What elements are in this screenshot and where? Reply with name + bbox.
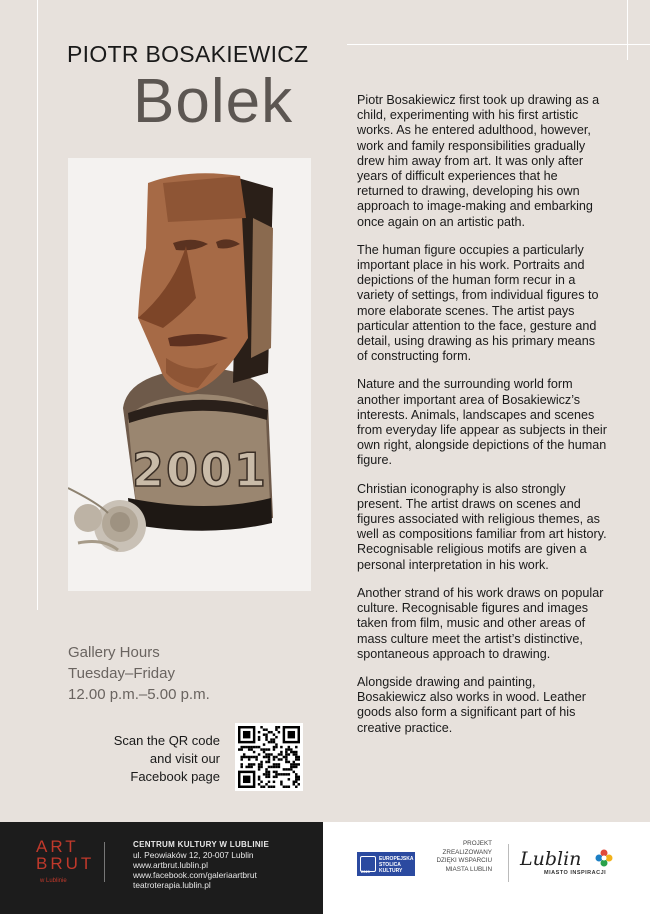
logo-text: BRUT bbox=[36, 854, 95, 873]
organization-name: CENTRUM KULTURY W LUBLINIE bbox=[133, 840, 270, 849]
qr-code-image bbox=[238, 726, 300, 788]
logo-text: ART bbox=[36, 837, 79, 856]
address: ul. Peowiaków 12, 20-007 Lublin bbox=[133, 850, 254, 860]
paragraph: Alongside drawing and painting, Bosakiewicz also works in wood. Leather goods also form a significant part of his creative practice. bbox=[357, 674, 586, 735]
paragraph: Another strand of his work draws on popular culture. Recognisable figures and images taken from film, music and other areas of mass culture meet the artist’s distinctive, spontaneous approach to drawing. bbox=[357, 585, 604, 661]
contact-info bbox=[133, 840, 269, 890]
flower-icon bbox=[594, 848, 614, 868]
hours-days: Tuesday–Friday bbox=[68, 665, 175, 682]
esk-text: EUROPEJSKA bbox=[379, 856, 414, 862]
frame-line-left bbox=[37, 0, 38, 610]
esk-text: 2029 bbox=[361, 869, 370, 874]
paragraph: Nature and the surrounding world form another important area of Bosakiewicz’s interests. Animals, landscapes and scenes from everyday life appear as subjects in their own right, alongside depictions of the human figure. bbox=[357, 377, 607, 468]
esk-text: STOLICA bbox=[379, 862, 401, 868]
facebook-link[interactable]: www.facebook.com/galeriaartbrut bbox=[133, 870, 257, 880]
qr-text-line: Scan the QR code bbox=[113, 733, 220, 748]
paragraph: Christian iconography is also strongly present. The artist draws on scenes and figures associated with religious themes, as well as compositions familiar from art history. Recognisable religious motifs are given a personal interpretation in his work. bbox=[357, 481, 607, 572]
sculpture-photo bbox=[68, 158, 311, 591]
frame-line-top bbox=[347, 44, 650, 45]
funding-note bbox=[432, 840, 492, 874]
funding-text: ZREALIZOWANY bbox=[442, 848, 492, 856]
website-link[interactable]: www.artbrut.lublin.pl bbox=[133, 860, 208, 870]
footer-divider bbox=[104, 842, 105, 882]
art-brut-logo bbox=[36, 838, 94, 872]
sculpture-illustration bbox=[68, 158, 311, 591]
website-link[interactable]: teatroterapia.lublin.pl bbox=[133, 880, 211, 890]
esk-text: KULTURY bbox=[379, 868, 403, 874]
funding-text: DZIĘKI WSPARCIU bbox=[436, 857, 492, 865]
hours-time: 12.00 p.m.–5.00 p.m. bbox=[68, 686, 210, 703]
gallery-hours bbox=[68, 642, 210, 705]
frame-line-right bbox=[627, 0, 628, 60]
footer-divider bbox=[508, 844, 509, 882]
qr-code[interactable] bbox=[235, 723, 303, 791]
hours-heading: Gallery Hours bbox=[68, 644, 160, 661]
funding-text: PROJEKT bbox=[462, 840, 492, 847]
qr-text-line: Facebook page bbox=[130, 769, 220, 784]
lublin-logo: Lublin bbox=[520, 848, 582, 870]
logo-subtitle: w Lublinie bbox=[40, 878, 67, 884]
paragraph: The human figure occupies a particularly important place in his work. Portraits and depictions of the human form recur in a variety of settings, from individual figures to more elaborate scenes. The artist pays particular attention to the face, gesture and detail, using drawing as his primary means of constructing form. bbox=[357, 242, 599, 364]
funding-text: MIASTA LUBLIN bbox=[445, 865, 492, 873]
qr-instructions bbox=[80, 732, 220, 786]
european-capital-of-culture-logo bbox=[357, 852, 415, 876]
exhibition-title: Bolek bbox=[133, 67, 294, 136]
lublin-tagline: MIASTO INSPIRACJI bbox=[544, 870, 607, 876]
qr-text-line: and visit our bbox=[149, 751, 220, 766]
paragraph: Piotr Bosakiewicz first took up drawing as a child, experimenting with his first artistic works. As he entered adulthood, however, work and family responsibilities gradually drew him away from art. It was only after years of difficult experiences that he returned to drawing, developing his own approach to image-making and embarking once again on an artistic path. bbox=[357, 93, 600, 229]
exhibition-description bbox=[357, 93, 607, 749]
carved-year: 2001 bbox=[132, 443, 269, 497]
artist-name: PIOTR BOSAKIEWICZ bbox=[67, 41, 309, 67]
